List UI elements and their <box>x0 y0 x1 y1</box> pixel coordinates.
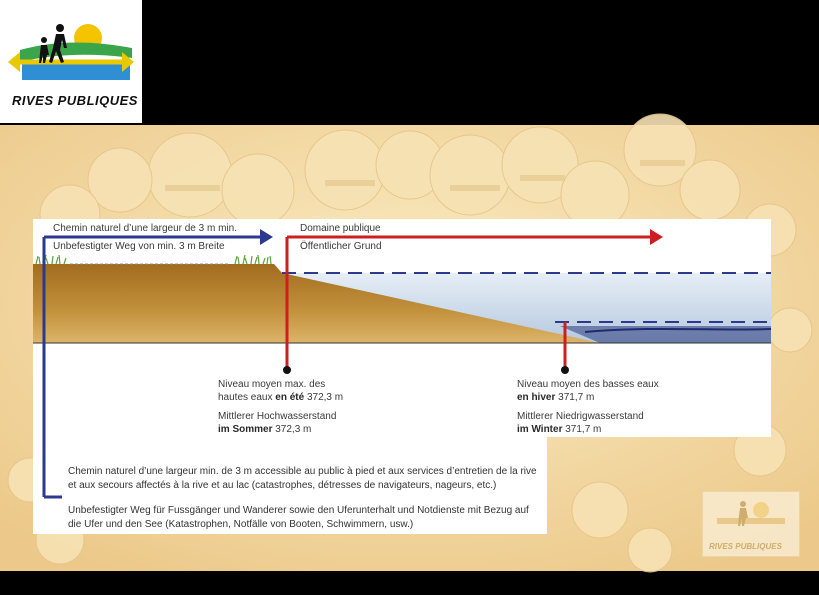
watermark-logo <box>702 491 800 557</box>
path-label-fr: Chemin naturel d’une largeur de 3 m min. <box>53 223 237 234</box>
footnote-fr: Chemin naturel d’une largeur min. de 3 m accessible au public à pied et aux services d’entretien de la rive et aux secours affectés à la rive et au lac (catastrophes, détresses de navigateurs, nageurs, etc.) <box>68 466 537 491</box>
logo-text: RIVES PUBLIQUES <box>12 93 138 108</box>
public-domain-label-fr: Domaine publique <box>300 223 381 234</box>
logo <box>0 0 142 123</box>
low-water-de-line1: Mittlerer Niedrigwasserstand <box>517 411 644 422</box>
watermark-text: RIVES PUBLIQUES <box>709 542 782 551</box>
high-water-de-line2: im Sommer 372,3 m <box>218 424 312 435</box>
high-water-de-line1: Mittlerer Hochwasserstand <box>218 411 337 422</box>
low-water-fr-line2: en hiver 371,7 m <box>517 392 595 403</box>
low-water-marker-dot <box>561 366 569 374</box>
low-water-label <box>517 378 659 436</box>
watermark-icon <box>703 492 799 540</box>
path-label-de: Unbefestigter Weg von min. 3 m Breite <box>53 241 225 252</box>
low-water-fr-line1: Niveau moyen des basses eaux <box>517 379 659 390</box>
low-water-de-line2: im Winter 371,7 m <box>517 424 602 435</box>
public-domain-label-de: Öffentlicher Grund <box>300 241 382 252</box>
footnote-de: Unbefestigter Weg für Fussgänger und Wanderer sowie den Uferunterhalt und Notdienste mit Bezug auf die Ufer und den See (Katastrophen, Notfälle von Booten, Schwimmern, usw.) <box>68 505 529 530</box>
high-water-label <box>218 378 343 436</box>
high-water-marker-dot <box>283 366 291 374</box>
high-water-fr-line1: Niveau moyen max. des <box>218 379 326 390</box>
high-water-fr-line2: hautes eaux en été 372,3 m <box>218 392 344 403</box>
